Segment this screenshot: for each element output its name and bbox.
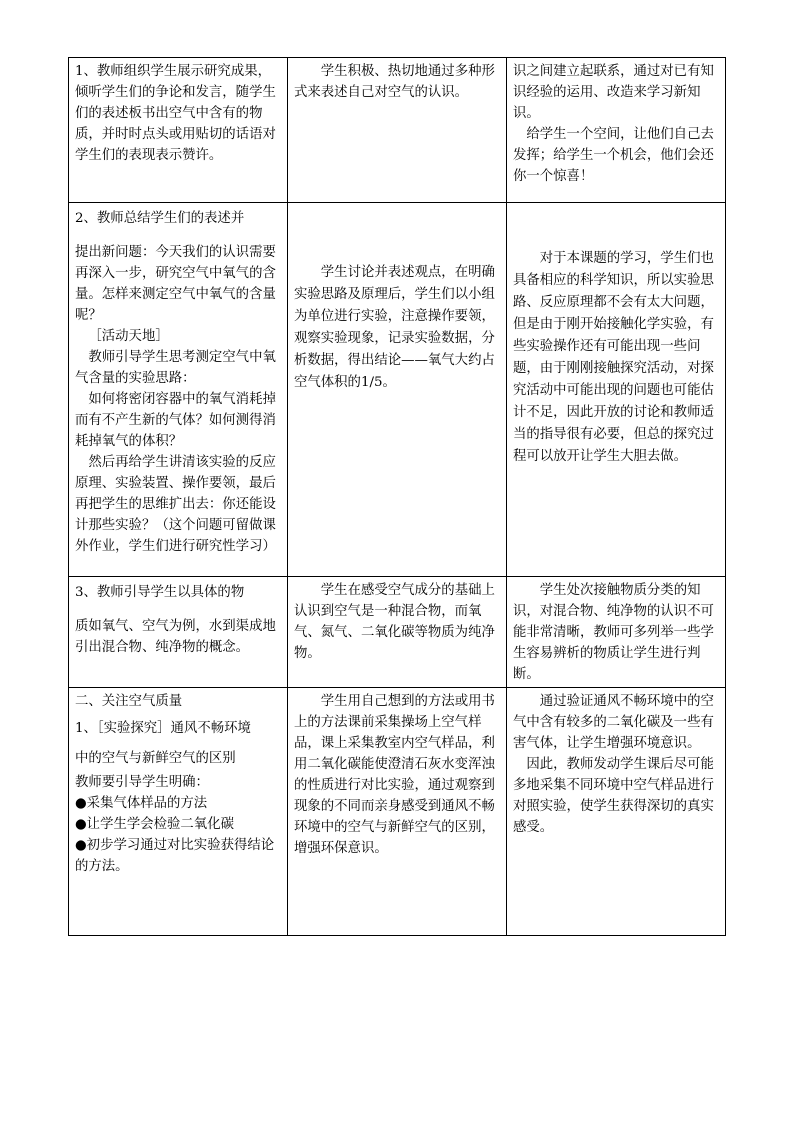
cell-text: 学生讨论并表述观点，在明确实验思路及原理后，学生们以小组为单位进行实验，注意操作要领，观察实验现象，记录实验数据，分析数据，得出结论——氧气大约占空气体积的1/5。: [294, 265, 495, 390]
cell-text: 学生处次接触物质分类的知识，对混合物、纯净物的认识不可能非常清晰，教师可多列举一些学生容易辨析的物质让学生进行判断。: [513, 583, 714, 682]
table-row: [69, 58, 726, 203]
design-intent-cell: [507, 203, 726, 577]
cell-text: 3、教师引导学生以具体的物: [75, 585, 245, 600]
student-activity-cell: [288, 203, 507, 577]
cell-text: 识之间建立起联系，通过对已有知识经验的运用、改造来学习新知识。: [513, 64, 714, 121]
section-heading: 二、关注空气质量: [75, 694, 183, 709]
cell-text: 中的空气与新鲜空气的区别: [75, 751, 236, 766]
design-intent-cell: [507, 688, 726, 936]
cell-text: 1、教师组织学生展示研究成果，倾听学生们的争论和发言，随学生们的表述板书出空气中含有的物质，并时时点头或用贴切的话语对学生们的表现表示赞许。: [75, 64, 276, 163]
cell-text: ［活动天地］: [88, 329, 169, 344]
cell-text: 学生积极、热切地通过多种形式来表述自己对空气的认识。: [294, 64, 495, 100]
table-row: [69, 203, 726, 577]
cell-text: 给学生一个空间，让他们自己去发挥；给学生一个机会，他们会还你一个惊喜！: [513, 127, 714, 184]
cell-text: 学生用自己想到的方法或用书上的方法课前采集操场上空气样品，课上采集教室内空气样品，利用二氧化碳能使澄清石灰水变浑浊的性质进行对比实验，通过观察到现象的不同而亲身感受到通风不畅环境中的空气与新鲜空气的区别，增强环保意识。: [294, 694, 495, 856]
bullet-item: ●采集气体样品的方法: [75, 796, 208, 811]
cell-text: 对于本课题的学习，学生们也具备相应的科学知识，所以实验思路、反应原理都不会有太大问题，但是由于刚开始接触化学实验，有些实验操作还有可能出现一些问题，由于刚刚接触探究活动，对探究活动中可能出现的问题也可能估计不足，因此开放的讨论和教师适当的指导很有必要，但总的探究过程可以放开让学生大胆去做。: [513, 251, 714, 464]
bullet-item: ●让学生学会检验二氧化碳: [75, 817, 234, 832]
cell-text: 教师引导学生思考测定空气中氧气含量的实验思路：: [75, 350, 276, 386]
cell-text: 2、教师总结学生们的表述并: [75, 211, 245, 226]
cell-text: 如何将密闭容器中的氧气消耗掉而有不产生新的气体？如何测得消耗掉氧气的体积？: [75, 392, 276, 449]
design-intent-cell: [507, 58, 726, 203]
teacher-activity-cell: [69, 688, 288, 936]
cell-text: 教师要引导学生明确：: [75, 775, 209, 790]
cell-text: 然后再给学生讲清该实验的反应原理、实验装置、操作要领，最后再把学生的思维扩出去：你还能设计那些实验？（这个问题可留做课外作业，学生们进行研究性学习）: [75, 455, 276, 554]
teacher-activity-cell: [69, 577, 288, 688]
table-row: [69, 688, 726, 936]
teacher-activity-cell: [69, 58, 288, 203]
cell-text: 1、［实验探究］通风不畅环境: [75, 721, 251, 736]
student-activity-cell: [288, 688, 507, 936]
student-activity-cell: [288, 58, 507, 203]
cell-text: 提出新问题：今天我们的认识需要再深入一步，研究空气中氧气的含量。怎样来测定空气中氧气的含量呢？: [75, 245, 276, 323]
cell-text: 因此，教师发动学生课后尽可能多地采集不同环境中空气样品进行对照实验，使学生获得深切的真实感受。: [513, 757, 714, 835]
student-activity-cell: [288, 577, 507, 688]
table-row: [69, 577, 726, 688]
teacher-activity-cell: [69, 203, 288, 577]
cell-text: 通过验证通风不畅环境中的空气中含有较多的二氧化碳及一些有害气体，让学生增强环境意识。: [513, 694, 714, 751]
cell-text: 质如氧气、空气为例，水到渠成地引出混合物、纯净物的概念。: [75, 619, 276, 655]
lesson-plan-table: [68, 57, 726, 936]
design-intent-cell: [507, 577, 726, 688]
bullet-item: ●初步学习通过对比实验获得结论的方法。: [75, 838, 275, 874]
cell-text: 学生在感受空气成分的基础上认识到空气是一种混合物，而氧气、氮气、二氧化碳等物质为纯净物。: [294, 583, 495, 661]
